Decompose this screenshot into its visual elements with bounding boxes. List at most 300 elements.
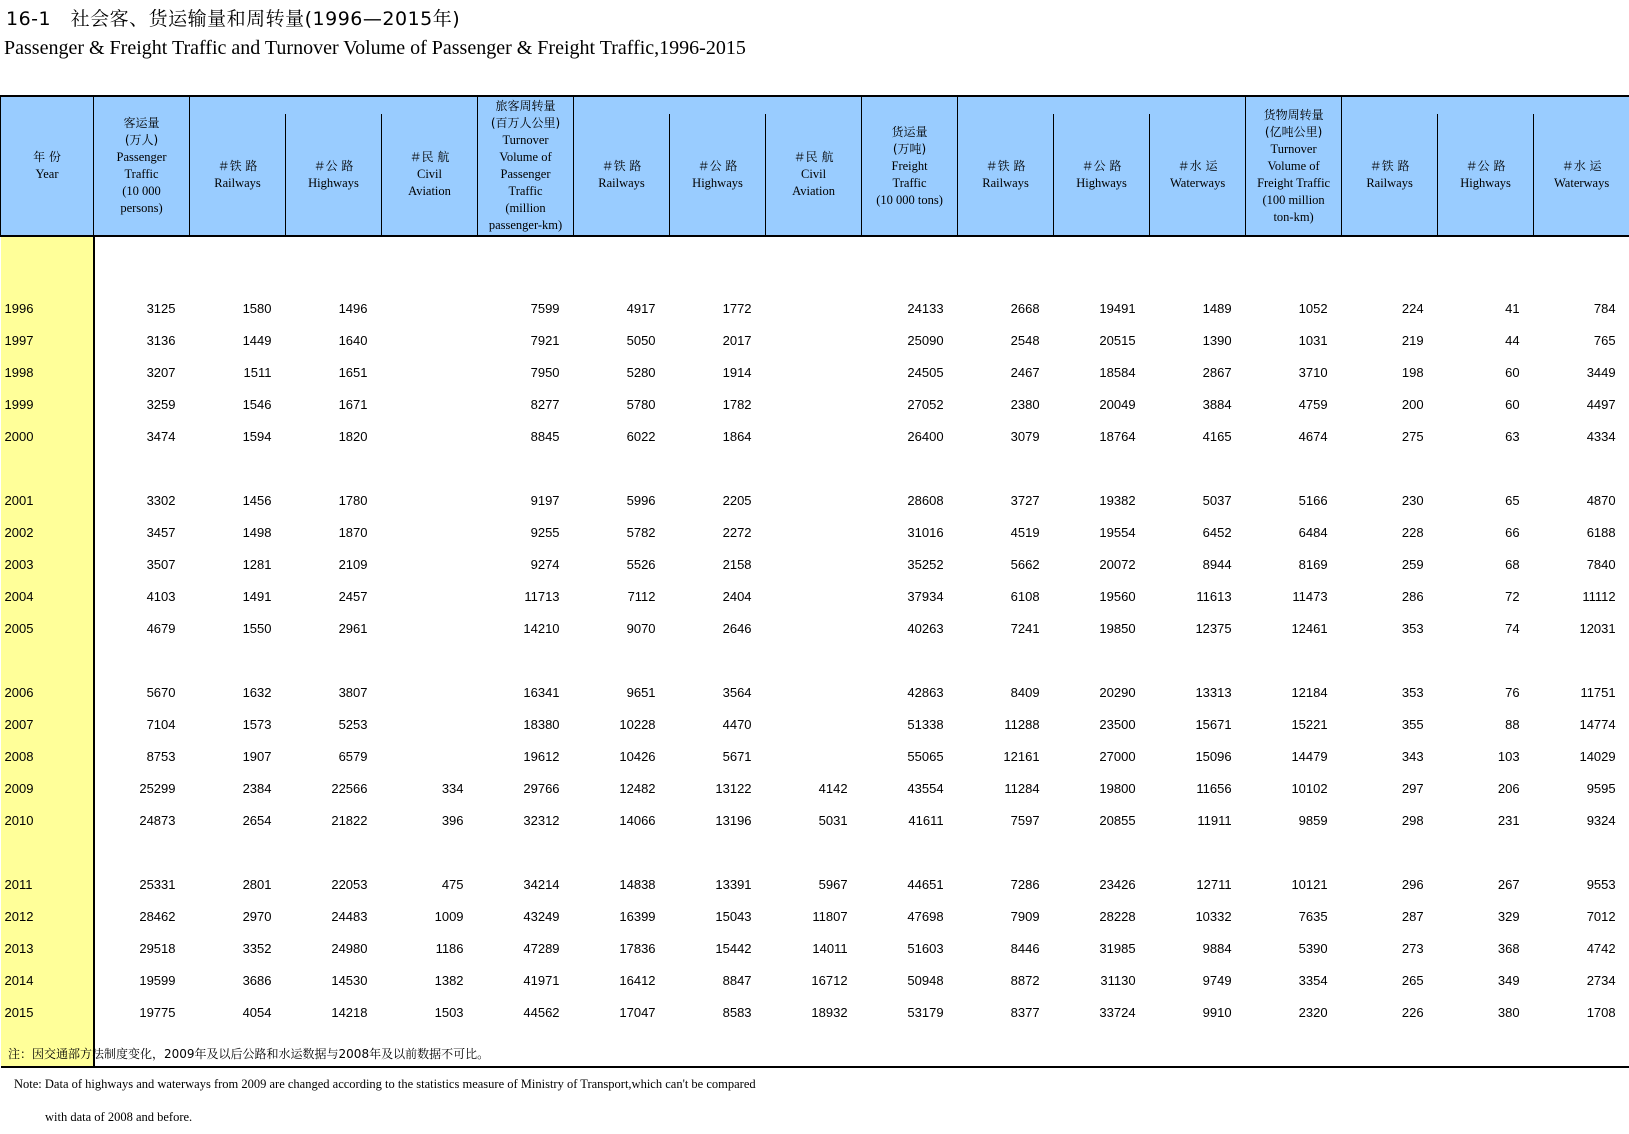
header-label-en: Highways — [1076, 175, 1127, 190]
value-cell: 15442 — [715, 941, 752, 956]
table-header — [1, 96, 1629, 236]
header-year — [1, 96, 94, 236]
value-cell: 40263 — [907, 621, 944, 636]
header-label-en: Aviation — [792, 184, 835, 198]
value-cell: 9324 — [1586, 813, 1616, 828]
value-cell: 4142 — [818, 781, 848, 796]
value-cell: 8277 — [530, 397, 560, 412]
value-cell: 9749 — [1202, 973, 1232, 988]
value-cell: 3354 — [1298, 973, 1328, 988]
value-cell: 3884 — [1202, 397, 1232, 412]
value-cell: 10102 — [1291, 781, 1328, 796]
header-ftv-railways — [1342, 114, 1438, 236]
value-cell: 74 — [1505, 621, 1520, 636]
value-cell: 16412 — [619, 973, 656, 988]
value-cell: 231 — [1497, 813, 1520, 828]
value-cell: 275 — [1401, 429, 1424, 444]
value-cell: 20515 — [1099, 333, 1136, 348]
value-cell: 1772 — [722, 301, 752, 316]
table-row — [1, 764, 1629, 796]
header-label-cn: ＃铁 路 — [985, 158, 1026, 173]
value-cell: 14029 — [1579, 749, 1616, 764]
empty-cell — [478, 828, 574, 860]
value-cell: 47698 — [907, 909, 944, 924]
value-cell: 14066 — [619, 813, 656, 828]
value-cell: 4519 — [1010, 525, 1040, 540]
value-cell: 1550 — [242, 621, 272, 636]
empty-cell — [1534, 828, 1629, 860]
year-cell: 2008 — [1, 732, 94, 764]
value-cell: 42863 — [907, 685, 944, 700]
header-label-en: Railways — [214, 175, 261, 190]
value-cell: 265 — [1401, 973, 1424, 988]
value-cell: 2109 — [338, 557, 368, 572]
value-cell: 396 — [441, 813, 464, 828]
value-cell: 9859 — [1298, 813, 1328, 828]
value-cell: 4917 — [626, 301, 656, 316]
value-cell: 1573 — [242, 717, 272, 732]
header-pt-highways — [286, 114, 382, 236]
value-cell: 11284 — [1004, 781, 1040, 796]
note-cn: 注：因交通部方法制度变化，2009年及以后公路和水运数据与2008年及以前数据不可比。 — [8, 1047, 490, 1061]
empty-cell — [574, 1020, 670, 1067]
value-cell — [766, 508, 862, 540]
empty-cell — [1246, 236, 1342, 284]
value-cell: 2457 — [338, 589, 368, 604]
header-pt-aviation — [382, 114, 478, 236]
value-cell: 273 — [1401, 941, 1424, 956]
empty-cell — [1534, 444, 1629, 476]
value-cell — [766, 668, 862, 700]
value-cell: 5782 — [626, 525, 656, 540]
empty-cell — [94, 636, 190, 668]
value-cell: 6188 — [1586, 525, 1616, 540]
year-cell — [1, 636, 94, 668]
header-ftv-en3: Freight Traffic — [1257, 175, 1331, 190]
value-cell: 4870 — [1586, 493, 1616, 508]
value-cell: 1640 — [338, 333, 368, 348]
value-cell: 9651 — [626, 685, 656, 700]
value-cell: 2467 — [1010, 365, 1040, 380]
empty-cell — [670, 828, 766, 860]
header-passenger-traffic — [94, 96, 190, 236]
value-cell: 8169 — [1298, 557, 1328, 572]
value-cell: 1496 — [338, 301, 368, 316]
value-cell: 22053 — [331, 877, 368, 892]
table-row — [1, 316, 1629, 348]
year-cell: 2006 — [1, 668, 94, 700]
value-cell: 9884 — [1202, 941, 1232, 956]
value-cell: 24133 — [907, 301, 944, 316]
empty-cell — [382, 636, 478, 668]
header-pt-unit-cn: (万人) — [124, 133, 159, 147]
value-cell: 5031 — [818, 813, 848, 828]
value-cell: 10426 — [619, 749, 656, 764]
empty-cell — [1150, 1020, 1246, 1067]
value-cell: 1281 — [242, 557, 272, 572]
header-ftv-cn: 货物周转量 — [1263, 107, 1324, 122]
empty-cell — [862, 444, 958, 476]
value-cell: 12375 — [1195, 621, 1232, 636]
empty-cell — [478, 236, 574, 284]
header-label-cn: ＃铁 路 — [217, 158, 258, 173]
value-cell: 3079 — [1010, 429, 1040, 444]
header-ptv-unit-cn: (百万人公里) — [490, 116, 561, 130]
table-row — [1, 892, 1629, 924]
value-cell — [382, 316, 478, 348]
value-cell: 3710 — [1298, 365, 1328, 380]
value-cell: 51603 — [907, 941, 944, 956]
empty-cell — [1438, 236, 1534, 284]
value-cell: 28228 — [1099, 909, 1136, 924]
value-cell: 25331 — [139, 877, 176, 892]
value-cell: 15671 — [1195, 717, 1232, 732]
empty-cell — [862, 1020, 958, 1067]
empty-cell — [574, 636, 670, 668]
table-row — [1, 732, 1629, 764]
value-cell: 20049 — [1099, 397, 1136, 412]
value-cell: 368 — [1497, 941, 1520, 956]
header-label-cn: ＃公 路 — [313, 158, 354, 173]
value-cell: 88 — [1505, 717, 1520, 732]
value-cell: 7286 — [1010, 877, 1040, 892]
value-cell: 1914 — [722, 365, 752, 380]
header-label-en: Civil — [801, 167, 827, 181]
value-cell: 1382 — [434, 973, 464, 988]
value-cell: 33724 — [1099, 1005, 1136, 1020]
value-cell: 7012 — [1586, 909, 1616, 924]
table-row — [1, 860, 1629, 892]
value-cell: 17047 — [619, 1005, 656, 1020]
year-cell: 2003 — [1, 540, 94, 572]
value-cell: 68 — [1505, 557, 1520, 572]
value-cell: 1186 — [435, 941, 464, 956]
value-cell: 329 — [1497, 909, 1520, 924]
value-cell: 7840 — [1586, 557, 1616, 572]
empty-cell — [766, 1020, 862, 1067]
header-label-en: Highways — [308, 175, 359, 190]
value-cell — [766, 348, 862, 380]
value-cell: 19382 — [1099, 493, 1136, 508]
value-cell: 5253 — [338, 717, 368, 732]
value-cell: 7597 — [1010, 813, 1040, 828]
value-cell: 19599 — [139, 973, 176, 988]
value-cell: 29766 — [523, 781, 560, 796]
value-cell: 1671 — [338, 397, 368, 412]
year-cell — [1, 828, 94, 860]
value-cell: 7241 — [1010, 621, 1040, 636]
value-cell — [382, 476, 478, 508]
empty-cell — [766, 236, 862, 284]
year-cell: 2000 — [1, 412, 94, 444]
value-cell: 7104 — [146, 717, 176, 732]
value-cell: 11656 — [1196, 781, 1232, 796]
value-cell: 27000 — [1099, 749, 1136, 764]
header-ptv-unit-en1: (million — [505, 201, 546, 215]
value-cell — [382, 380, 478, 412]
value-cell — [382, 732, 478, 764]
year-cell — [1, 444, 94, 476]
header-label-cn: ＃水 运 — [1177, 158, 1218, 173]
header-label-en: Aviation — [408, 184, 451, 198]
value-cell — [382, 572, 478, 604]
value-cell: 3125 — [146, 301, 176, 316]
value-cell: 6579 — [338, 749, 368, 764]
value-cell: 6452 — [1202, 525, 1232, 540]
value-cell: 9910 — [1202, 1005, 1232, 1020]
value-cell: 41611 — [908, 813, 944, 828]
year-cell: 2009 — [1, 764, 94, 796]
value-cell: 2017 — [722, 333, 752, 348]
value-cell: 10332 — [1195, 909, 1232, 924]
header-pt-unit-en2: persons) — [120, 201, 163, 215]
value-cell: 1511 — [243, 365, 272, 380]
value-cell: 9595 — [1586, 781, 1616, 796]
value-cell: 11288 — [1004, 717, 1040, 732]
header-pt-en1: Passenger — [116, 150, 167, 164]
empty-cell — [1246, 1020, 1342, 1067]
empty-cell — [190, 828, 286, 860]
empty-cell — [382, 444, 478, 476]
value-cell: 60 — [1505, 365, 1520, 380]
year-cell — [1, 236, 94, 284]
empty-cell — [958, 236, 1054, 284]
year-cell: 2001 — [1, 476, 94, 508]
value-cell — [382, 508, 478, 540]
header-ft-cn: 货运量 — [891, 124, 928, 139]
value-cell: 15043 — [715, 909, 752, 924]
year-cell: 2002 — [1, 508, 94, 540]
value-cell: 2961 — [338, 621, 368, 636]
header-ft-en2: Traffic — [892, 175, 927, 190]
value-cell: 34214 — [523, 877, 560, 892]
year-cell: 2004 — [1, 572, 94, 604]
value-cell: 26400 — [907, 429, 944, 444]
value-cell: 29518 — [139, 941, 176, 956]
year-cell: 2015 — [1, 988, 94, 1020]
table-row — [1, 700, 1629, 732]
value-cell: 4334 — [1586, 429, 1616, 444]
value-cell: 1491 — [242, 589, 272, 604]
value-cell: 43554 — [907, 781, 944, 796]
empty-cell — [1054, 828, 1150, 860]
spacer-row — [1, 444, 1629, 476]
header-pt-group-top — [190, 96, 478, 114]
value-cell: 8446 — [1010, 941, 1040, 956]
value-cell: 22566 — [331, 781, 368, 796]
table-row — [1, 668, 1629, 700]
value-cell: 12482 — [619, 781, 656, 796]
empty-cell — [574, 828, 670, 860]
value-cell: 6484 — [1298, 525, 1328, 540]
value-cell: 3507 — [146, 557, 176, 572]
header-label-en: Highways — [692, 175, 743, 190]
value-cell: 297 — [1401, 781, 1424, 796]
value-cell: 1907 — [242, 749, 272, 764]
value-cell: 8847 — [722, 973, 752, 988]
value-cell: 60 — [1505, 397, 1520, 412]
value-cell: 63 — [1505, 429, 1520, 444]
value-cell: 8753 — [146, 749, 176, 764]
table-row — [1, 540, 1629, 572]
header-label-en: Waterways — [1169, 175, 1226, 190]
empty-cell — [1150, 444, 1246, 476]
value-cell: 3686 — [242, 973, 272, 988]
value-cell: 18932 — [811, 1005, 848, 1020]
empty-cell — [286, 236, 382, 284]
empty-cell — [1054, 444, 1150, 476]
value-cell: 475 — [441, 877, 464, 892]
value-cell: 1651 — [338, 365, 368, 380]
value-cell: 2158 — [722, 557, 752, 572]
value-cell: 4103 — [146, 589, 176, 604]
value-cell: 5662 — [1010, 557, 1040, 572]
header-label-cn: ＃民 航 — [409, 150, 450, 164]
empty-cell — [862, 636, 958, 668]
value-cell: 7112 — [627, 589, 656, 604]
value-cell: 3457 — [146, 525, 176, 540]
value-cell: 55065 — [907, 749, 944, 764]
value-cell: 19554 — [1099, 525, 1136, 540]
header-ft-en1: Freight — [891, 158, 928, 173]
header-label-cn: ＃公 路 — [1081, 158, 1122, 173]
value-cell: 65 — [1505, 493, 1520, 508]
header-label-cn: ＃公 路 — [1465, 158, 1506, 173]
value-cell: 2734 — [1586, 973, 1616, 988]
value-cell: 7599 — [530, 301, 560, 316]
value-cell: 66 — [1505, 525, 1520, 540]
statistics-table — [0, 95, 1629, 1068]
value-cell: 20072 — [1099, 557, 1136, 572]
value-cell: 1580 — [242, 301, 272, 316]
value-cell: 23426 — [1099, 877, 1136, 892]
value-cell: 16341 — [523, 685, 560, 700]
header-ft-highways — [1054, 114, 1150, 236]
value-cell: 3807 — [338, 685, 368, 700]
value-cell: 5967 — [818, 877, 848, 892]
year-cell: 2014 — [1, 956, 94, 988]
table-row — [1, 956, 1629, 988]
value-cell: 28608 — [907, 493, 944, 508]
header-label-cn: ＃水 运 — [1561, 158, 1602, 173]
value-cell: 1820 — [338, 429, 368, 444]
header-ftv-unit-cn: (亿吨公里) — [1264, 124, 1323, 139]
value-cell: 13391 — [715, 877, 752, 892]
table-row — [1, 924, 1629, 956]
empty-cell — [190, 636, 286, 668]
empty-cell — [1534, 636, 1629, 668]
value-cell: 5050 — [626, 333, 656, 348]
value-cell: 334 — [441, 781, 464, 796]
value-cell: 51338 — [907, 717, 944, 732]
value-cell: 7635 — [1298, 909, 1328, 924]
empty-cell — [574, 444, 670, 476]
table-row — [1, 348, 1629, 380]
value-cell: 11751 — [1580, 685, 1616, 700]
value-cell: 2668 — [1010, 301, 1040, 316]
header-label-cn: ＃民 航 — [793, 150, 834, 164]
value-cell: 5670 — [146, 685, 176, 700]
value-cell — [766, 412, 862, 444]
value-cell: 14210 — [523, 621, 560, 636]
value-cell: 19850 — [1099, 621, 1136, 636]
value-cell: 19612 — [523, 749, 560, 764]
year-cell: 2010 — [1, 796, 94, 828]
value-cell — [766, 284, 862, 316]
value-cell: 24980 — [331, 941, 368, 956]
empty-cell — [1342, 236, 1438, 284]
header-label-cn: ＃铁 路 — [601, 158, 642, 173]
value-cell: 5780 — [626, 397, 656, 412]
value-cell: 1870 — [338, 525, 368, 540]
value-cell: 6108 — [1010, 589, 1040, 604]
header-ftv-en2: Volume of — [1267, 158, 1320, 173]
empty-cell — [478, 444, 574, 476]
value-cell — [382, 700, 478, 732]
header-pt-railways — [190, 114, 286, 236]
value-cell: 41971 — [523, 973, 560, 988]
value-cell: 4470 — [722, 717, 752, 732]
value-cell: 27052 — [907, 397, 944, 412]
value-cell: 11473 — [1292, 589, 1328, 604]
value-cell: 1503 — [434, 1005, 464, 1020]
value-cell: 4054 — [242, 1005, 272, 1020]
value-cell: 1498 — [242, 525, 272, 540]
year-cell: 2013 — [1, 924, 94, 956]
value-cell: 1782 — [722, 397, 752, 412]
value-cell: 16712 — [811, 973, 848, 988]
empty-cell — [1054, 236, 1150, 284]
empty-cell — [862, 828, 958, 860]
value-cell: 10121 — [1291, 877, 1328, 892]
value-cell: 1632 — [242, 685, 272, 700]
year-cell: 1999 — [1, 380, 94, 412]
header-label-en: Civil — [417, 167, 443, 181]
value-cell: 23500 — [1099, 717, 1136, 732]
empty-cell — [1342, 444, 1438, 476]
value-cell: 4742 — [1586, 941, 1616, 956]
value-cell: 11713 — [524, 589, 560, 604]
table-row — [1, 476, 1629, 508]
value-cell: 8944 — [1202, 557, 1232, 572]
empty-cell — [1150, 828, 1246, 860]
value-cell: 76 — [1505, 685, 1520, 700]
header-ptv-en1: Turnover — [502, 133, 549, 147]
header-freight-traffic — [862, 96, 958, 236]
value-cell: 44651 — [907, 877, 944, 892]
header-pt-cn: 客运量 — [123, 116, 160, 130]
value-cell: 53179 — [907, 1005, 944, 1020]
value-cell: 296 — [1401, 877, 1424, 892]
table-row — [1, 796, 1629, 828]
header-ptv-railways — [574, 114, 670, 236]
value-cell: 2380 — [1010, 397, 1040, 412]
value-cell: 19800 — [1099, 781, 1136, 796]
value-cell: 3302 — [146, 493, 176, 508]
header-ft-railways — [958, 114, 1054, 236]
empty-cell — [958, 636, 1054, 668]
empty-cell — [670, 1020, 766, 1067]
value-cell: 19775 — [139, 1005, 176, 1020]
header-ptv-group-top — [574, 96, 862, 114]
value-cell: 3259 — [146, 397, 176, 412]
value-cell: 200 — [1401, 397, 1424, 412]
year-cell: 1998 — [1, 348, 94, 380]
empty-cell — [478, 636, 574, 668]
year-cell: 2011 — [1, 860, 94, 892]
empty-cell — [1342, 636, 1438, 668]
empty-cell — [1342, 1020, 1438, 1067]
